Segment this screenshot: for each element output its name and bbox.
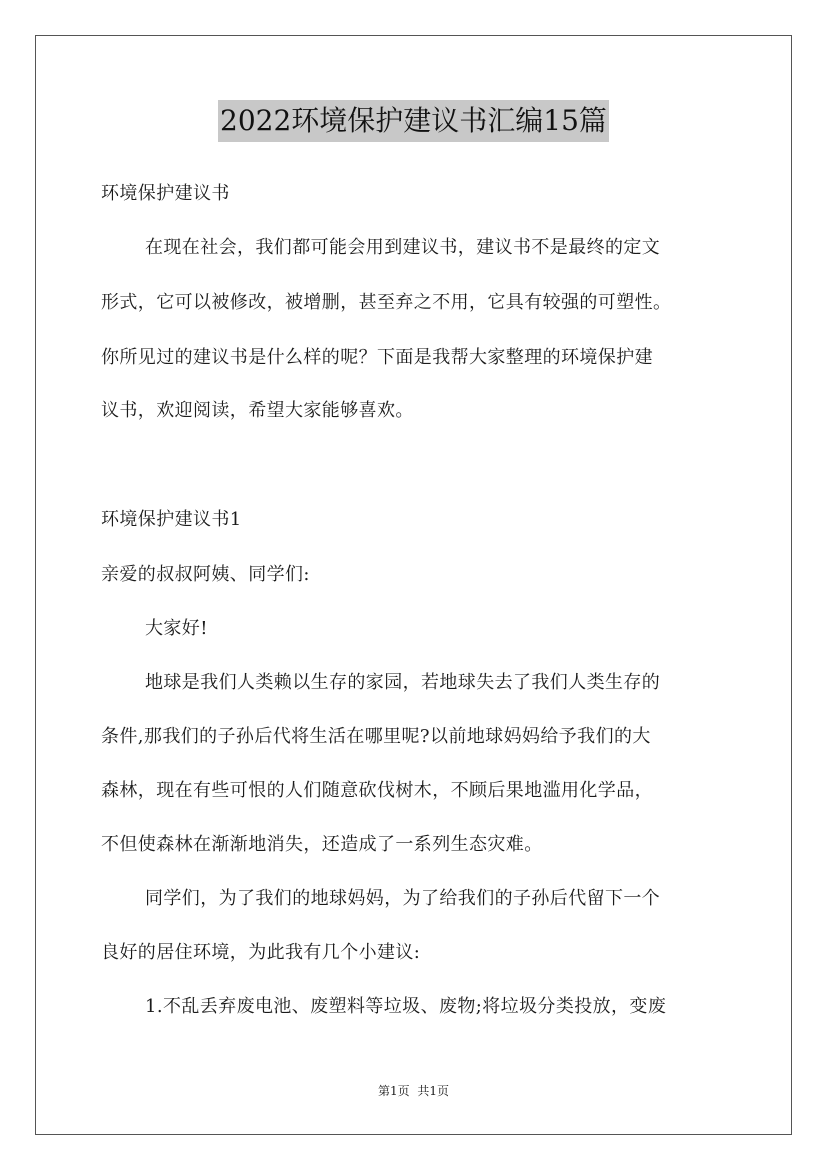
document-title: 2022环境保护建议书汇编15篇 (218, 100, 609, 142)
salutation: 亲爱的叔叔阿姨、同学们: (101, 564, 310, 585)
title-container (0, 100, 827, 142)
section-heading: 环境保护建议书1 (101, 509, 242, 530)
section-heading: 环境保护建议书 (101, 183, 230, 204)
paragraph-line: 地球是我们人类赖以生存的家园，若地球失去了我们人类生存的 (145, 672, 661, 693)
paragraph-line: 条件,那我们的子孙后代将生活在哪里呢?以前地球妈妈给予我们的大 (101, 726, 651, 747)
paragraph-line: 议书，欢迎阅读，希望大家能够喜欢。 (101, 400, 414, 421)
page-total: 共1页 (417, 1084, 449, 1098)
paragraph-line: 在现在社会，我们都可能会用到建议书，建议书不是最终的定文 (145, 237, 661, 258)
paragraph-line: 良好的居住环境，为此我有几个小建议: (101, 942, 421, 963)
paragraph-line: 同学们，为了我们的地球妈妈，为了给我们的子孙后代留下一个 (145, 888, 661, 909)
paragraph-line: 形式，它可以被修改，被增删，甚至弃之不用，它具有较强的可塑性。 (101, 292, 672, 313)
page-footer (0, 1083, 827, 1099)
greeting: 大家好! (145, 618, 208, 639)
paragraph-line: 你所见过的建议书是什么样的呢？下面是我帮大家整理的环境保护建 (101, 347, 653, 368)
page-number: 第1页 (378, 1084, 410, 1098)
paragraph-line: 不但使森林在渐渐地消失，还造成了一系列生态灾难。 (101, 834, 543, 855)
paragraph-line: 森林，现在有些可恨的人们随意砍伐树木，不顾后果地滥用化学品， (101, 780, 653, 801)
list-item: 1.不乱丢弃废电池、废塑料等垃圾、废物;将垃圾分类投放，变废 (145, 996, 667, 1017)
